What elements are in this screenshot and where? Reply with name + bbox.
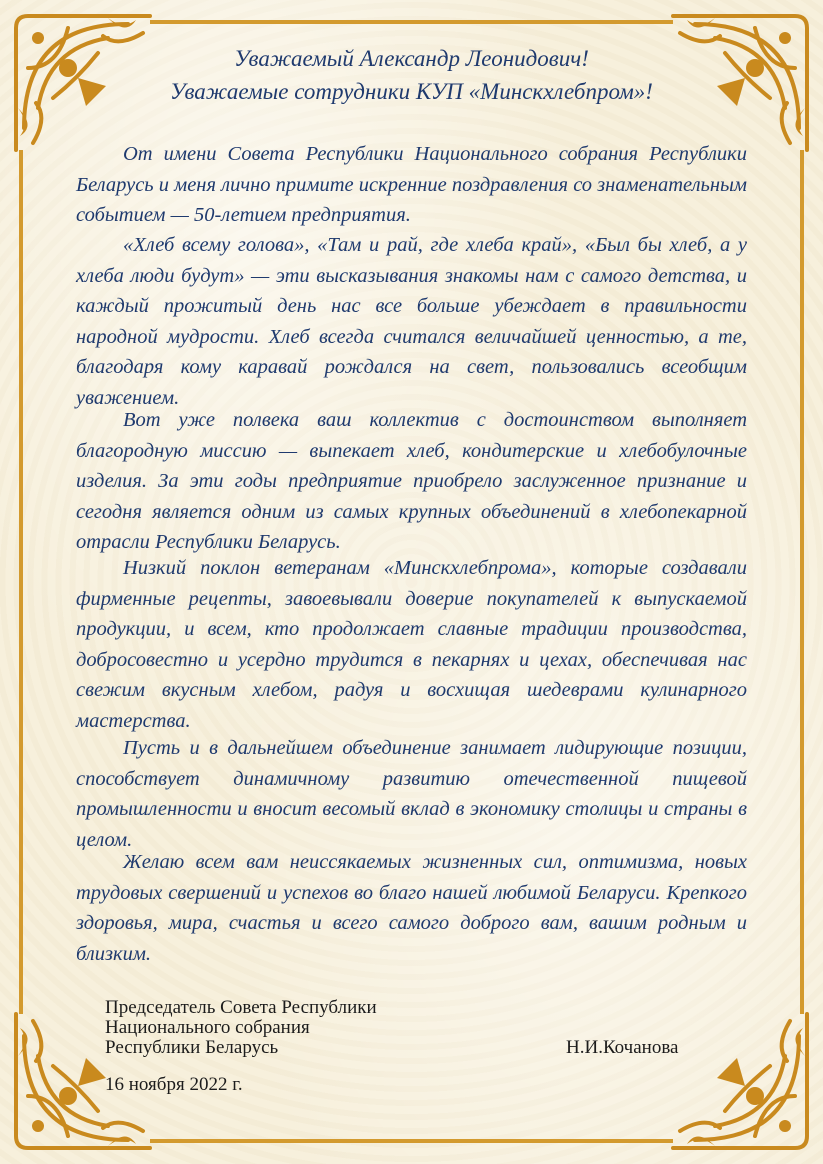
letter-paragraph-4: Низкий поклон ветеранам «Минскхлебпрома», которые создавали фирменные рецепты, завоевывали доверие покупателей к выпускаемой продукции, и всем, кто продолжает славные традиции производства, добросовестно и усердно трудится в пекарнях и цехах, обеспечивая нас свежим вкусным хлебом, радуя и восхищая шедеврами кулинарного мастерства. bbox=[76, 557, 747, 732]
frame-right-line bbox=[800, 150, 804, 1014]
signatory-title-line-3: Республики Беларусь bbox=[105, 1037, 279, 1058]
letter-paragraph-1: От имени Совета Республики Национального собрания Республики Беларусь и меня лично примите искренние поздравления со знаменательным событием — 50-летием предприятия. bbox=[76, 143, 747, 226]
signatory-title-line-1: Председатель Совета Республики bbox=[105, 997, 377, 1018]
letter-paragraph-3: Вот уже полвека ваш коллектив с достоинством выполняет благородную миссию — выпекает хлеб, кондитерские и хлебобулочные изделия. За эти годы предприятие приобрело заслуженное признание и сегодня является одним из самых крупных объединений в хлебопекарной отрасли Республики Беларусь. bbox=[76, 409, 747, 553]
frame-left-line bbox=[19, 150, 23, 1014]
corner-ornament-bottom-right-icon bbox=[665, 1006, 815, 1156]
signatory-title-line-2: Национального собрания bbox=[105, 1017, 310, 1038]
signatory-name: Н.И.Кочанова bbox=[566, 1037, 679, 1058]
letter-paragraph-5: Пусть и в дальнейшем объединение занимает лидирующие позиции, способствует динамичному развитию отечественной пищевой промышленности и вносит весомый вклад в экономику столицы и страны в целом. bbox=[76, 737, 747, 851]
letter-date: 16 ноября 2022 г. bbox=[105, 1074, 243, 1095]
letter-paragraph-6: Желаю всем вам неиссякаемых жизненных сил, оптимизма, новых трудовых свершений и успехов во благо нашей любимой Беларуси. Крепкого здоровья, мира, счастья и всего самого доброго вам, вашим родным и близким. bbox=[76, 851, 747, 965]
salutation-line-2: Уважаемые сотрудники КУП «Минскхлебпром»! bbox=[170, 79, 653, 104]
letter-paragraph-2: «Хлеб всему голова», «Там и рай, где хлеба край», «Был бы хлеб, а у хлеба люди будут» — эти высказывания знакомы нам с самого детства, и каждый прожитый день нас все больше убеждает в правильности народной мудрости. Хлеб всегда считался величайшей ценностью, а те, благодаря кому каравай рождался на свет, пользовались всеобщим уважением. bbox=[76, 234, 747, 409]
salutation-line-1: Уважаемый Александр Леонидович! bbox=[234, 46, 589, 71]
frame-bottom-line bbox=[150, 1139, 673, 1143]
frame-top-line bbox=[150, 20, 673, 24]
